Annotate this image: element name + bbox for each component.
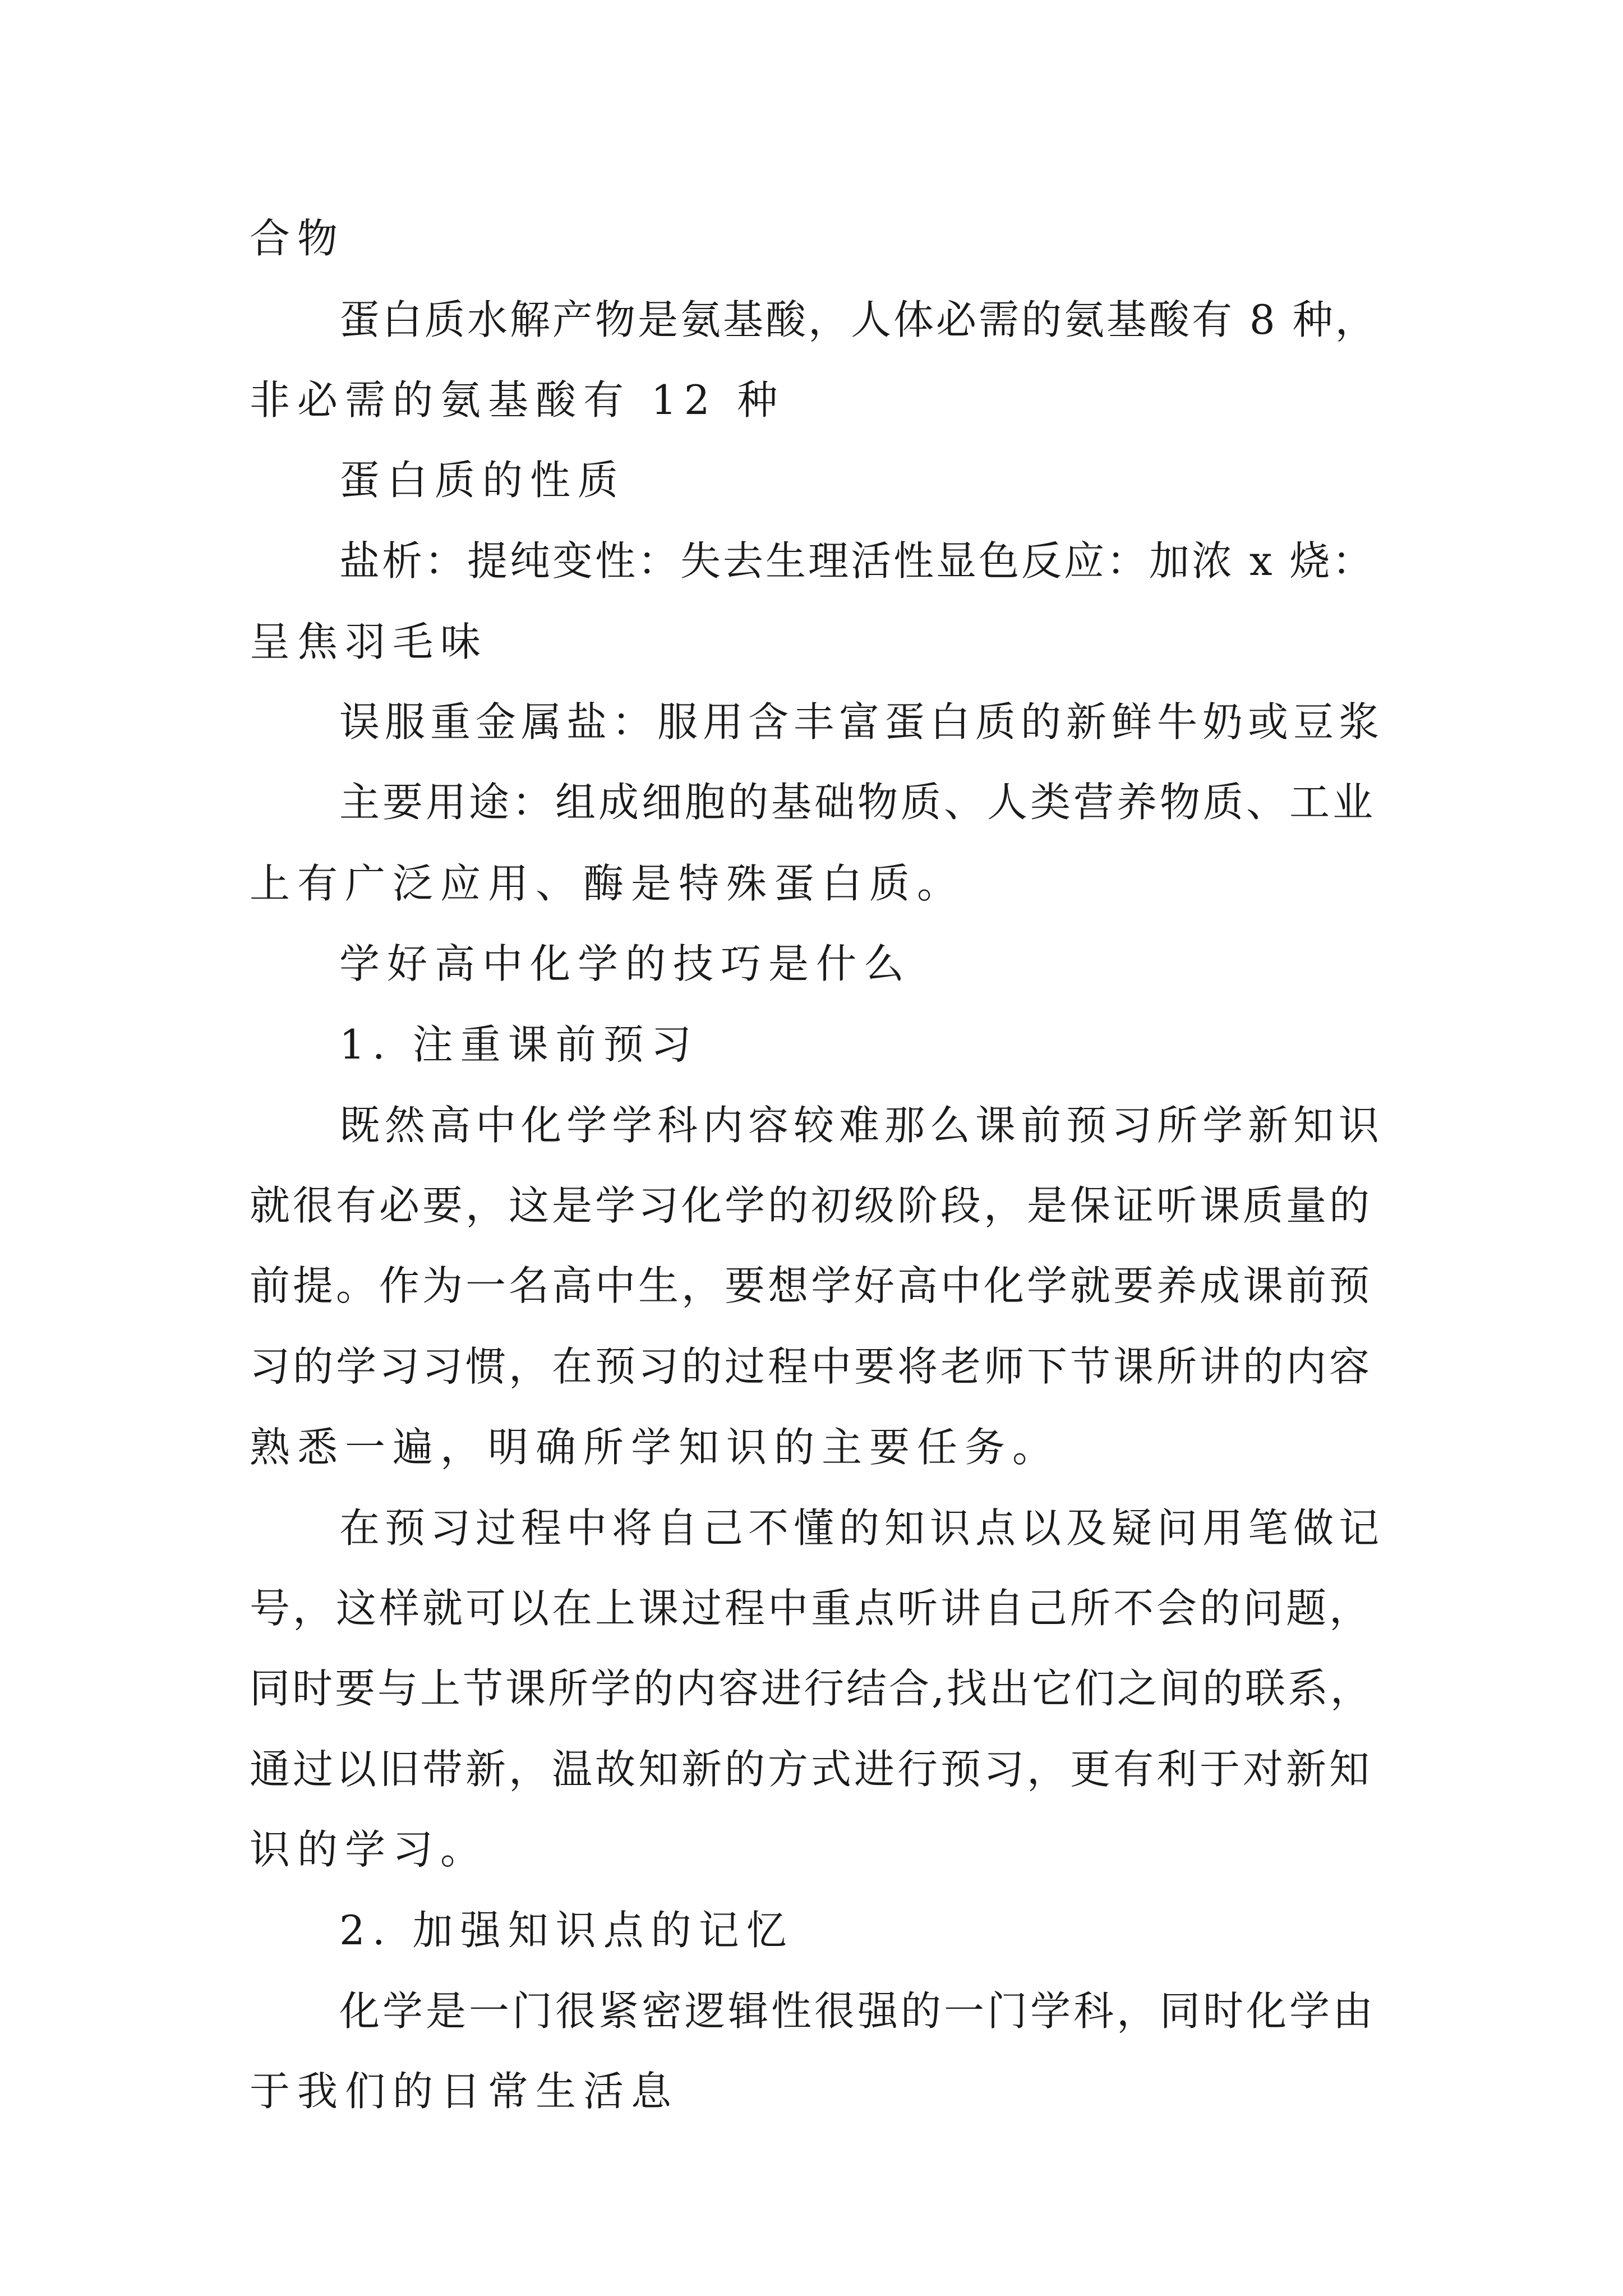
text-line: 号，这样就可以在上课过程中重点听讲自己所不会的问题， [250, 1585, 1373, 1632]
text-line: 就很有必要，这是学习化学的初级阶段，是保证听课质量的 [250, 1182, 1373, 1229]
text-line: 通过以旧带新，温故知新的方式进行预习，更有利于对新知 [250, 1746, 1373, 1793]
text-line: 蛋白质的性质 [339, 457, 626, 504]
text-line: 于我们的日常生活息 [250, 2068, 679, 2115]
text-line: 同时要与上节课所学的内容进行结合,找出它们之间的联系， [250, 1665, 1373, 1712]
text-line: 误服重金属盐：服用含丰富蛋白质的新鲜牛奶或豆浆 [339, 698, 1385, 746]
text-line: 蛋白质水解产物是氨基酸，人体必需的氨基酸有 8 种， [339, 296, 1378, 343]
text-line: 1. 注重课前预习 [339, 1021, 699, 1068]
text-line: 在预习过程中将自己不懂的知识点以及疑问用笔做记 [339, 1504, 1385, 1552]
text-line: 化学是一门很紧密逻辑性很强的一门学科，同时化学由 [339, 1987, 1376, 2035]
text-line: 主要用途：组成细胞的基础物质、人类营养物质、工业 [339, 779, 1376, 826]
text-line: 既然高中化学学科内容较难那么课前预习所学新知识 [339, 1102, 1385, 1149]
text-line: 熟悉一遍，明确所学知识的主要任务。 [250, 1424, 1061, 1471]
text-line: 习的学习习惯，在预习的过程中要将老师下节课所讲的内容 [250, 1343, 1373, 1390]
text-line: 2. 加强知识点的记忆 [339, 1907, 794, 1954]
text-line: 前提。作为一名高中生，要想学好高中化学就要养成课前预 [250, 1262, 1373, 1309]
text-line: 识的学习。 [250, 1826, 488, 1873]
text-line: 非必需的氨基酸有 12 种 [250, 376, 785, 424]
text-line: 合物 [250, 215, 345, 262]
text-line: 呈焦羽毛味 [250, 618, 488, 665]
text-line: 盐析：提纯变性：失去生理活性显色反应：加浓 x 烧： [339, 537, 1375, 585]
text-line: 学好高中化学的技巧是什么 [339, 940, 912, 987]
text-line: 上有广泛应用、酶是特殊蛋白质。 [250, 860, 965, 907]
